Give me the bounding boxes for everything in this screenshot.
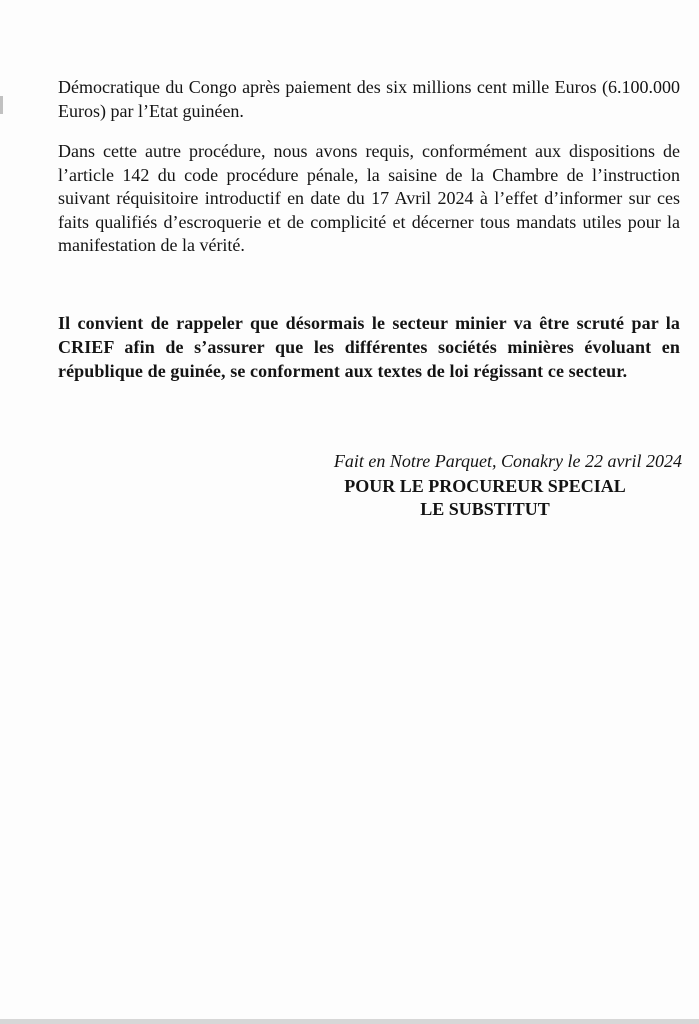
scan-edge-mark bbox=[0, 96, 3, 114]
page-bottom-edge bbox=[0, 1019, 699, 1024]
paragraph-payment: Démocratique du Congo après paiement des six millions cent mille Euros (6.100.000 Euros) par l’Etat guinéen. bbox=[58, 77, 680, 121]
signature-title: LE SUBSTITUT bbox=[420, 499, 550, 519]
paragraph-mining-sector: Il convient de rappeler que désormais le secteur minier va être scruté par la CRIEF afin de s’assurer que les différentes sociétés minières évoluant en république de guinée, se conforment aux textes de loi régissant ce secteur. bbox=[58, 313, 680, 381]
paragraph-procedure: Dans cette autre procédure, nous avons requis, conformément aux dispositions de l’article 142 du code procédure pénale, la saisine de la Chambre de l’instruction suivant réquisitoire introductif en date du 17 Avril 2024 à l’effet d’informer sur ces faits qualifiés d’escroquerie et de complicité et décerner tous mandats utiles pour la manifestation de la vérité. bbox=[58, 141, 680, 255]
signature-role: POUR LE PROCUREUR SPECIAL bbox=[344, 476, 626, 496]
signature-place-date: Fait en Notre Parquet, Conakry le 22 avril 2024 bbox=[333, 451, 682, 471]
